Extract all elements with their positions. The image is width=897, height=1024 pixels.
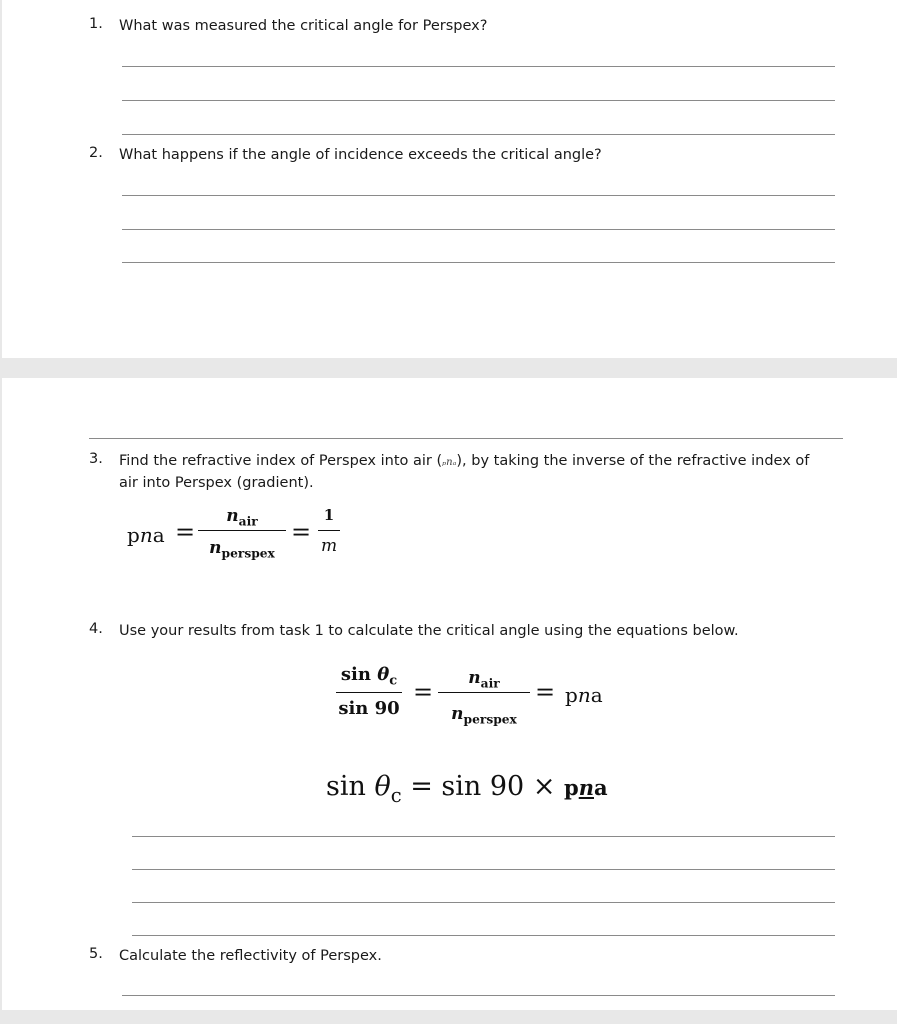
answer-line	[122, 195, 835, 196]
answer-line	[122, 262, 835, 263]
question-2-text: What happens if the angle of incidence exceeds the critical angle?	[119, 147, 602, 163]
question-4-number: 4.	[89, 621, 103, 637]
eq2-fraction-bar	[336, 692, 402, 693]
eq1-denominator-2: m	[320, 536, 338, 556]
worksheet-page-2	[2, 378, 897, 1010]
question-5-number: 5.	[89, 946, 103, 962]
question-4-text: Use your results from task 1 to calculate the critical angle using the equations below.	[119, 623, 739, 639]
question-1-text: What was measured the critical angle for Perspex?	[119, 18, 488, 34]
eq1-fraction-bar-2	[318, 530, 340, 531]
answer-line	[122, 229, 835, 230]
refractive-index-symbol: ₚnₐ	[442, 457, 457, 468]
answer-line	[122, 66, 835, 67]
eq1-denominator: $n_{perspex}$	[209, 538, 275, 561]
eq1-fraction-bar	[198, 530, 286, 531]
eq2-numerator: $\sin \theta_c$	[340, 664, 398, 689]
eq2-equals-2: =	[535, 678, 556, 706]
equation-critical-angle: $\sin \theta_c = \sin 90$ × pna	[326, 771, 608, 807]
answer-line	[132, 836, 835, 837]
question-2-number: 2.	[89, 145, 103, 161]
eq2-denominator: sin 90	[338, 698, 400, 719]
question-3-text-after: ), by taking the inverse of the refractive index of air into Perspex (gradient).	[119, 453, 810, 491]
answer-line	[132, 869, 835, 870]
eq1-lhs: pna	[127, 523, 165, 547]
eq1-numerator-2: 1	[323, 506, 335, 524]
question-5-text: Calculate the reflectivity of Perspex.	[119, 948, 382, 964]
eq2-numerator-2: $n_{air}$	[468, 668, 500, 691]
eq2-fraction-bar-2	[438, 692, 530, 693]
eq2-rhs: pna	[565, 683, 603, 707]
question-1-number: 1.	[89, 16, 103, 32]
eq1-equals: =	[175, 518, 196, 546]
answer-line	[122, 995, 835, 996]
answer-line	[122, 100, 835, 101]
question-3-number: 3.	[89, 451, 103, 467]
eq2-denominator-2: $n_{perspex}$	[451, 704, 517, 727]
answer-line	[132, 935, 835, 936]
question-3-text	[119, 451, 819, 493]
answer-line	[132, 902, 835, 903]
eq1-numerator: $n_{air}$	[226, 506, 258, 529]
worksheet-page-1	[2, 0, 897, 358]
eq2-equals: =	[413, 678, 434, 706]
question-3-text-before: Find the refractive index of Perspex into air (	[119, 453, 443, 469]
section-divider	[89, 438, 843, 439]
answer-line	[122, 134, 835, 135]
eq1-equals-2: =	[291, 518, 312, 546]
